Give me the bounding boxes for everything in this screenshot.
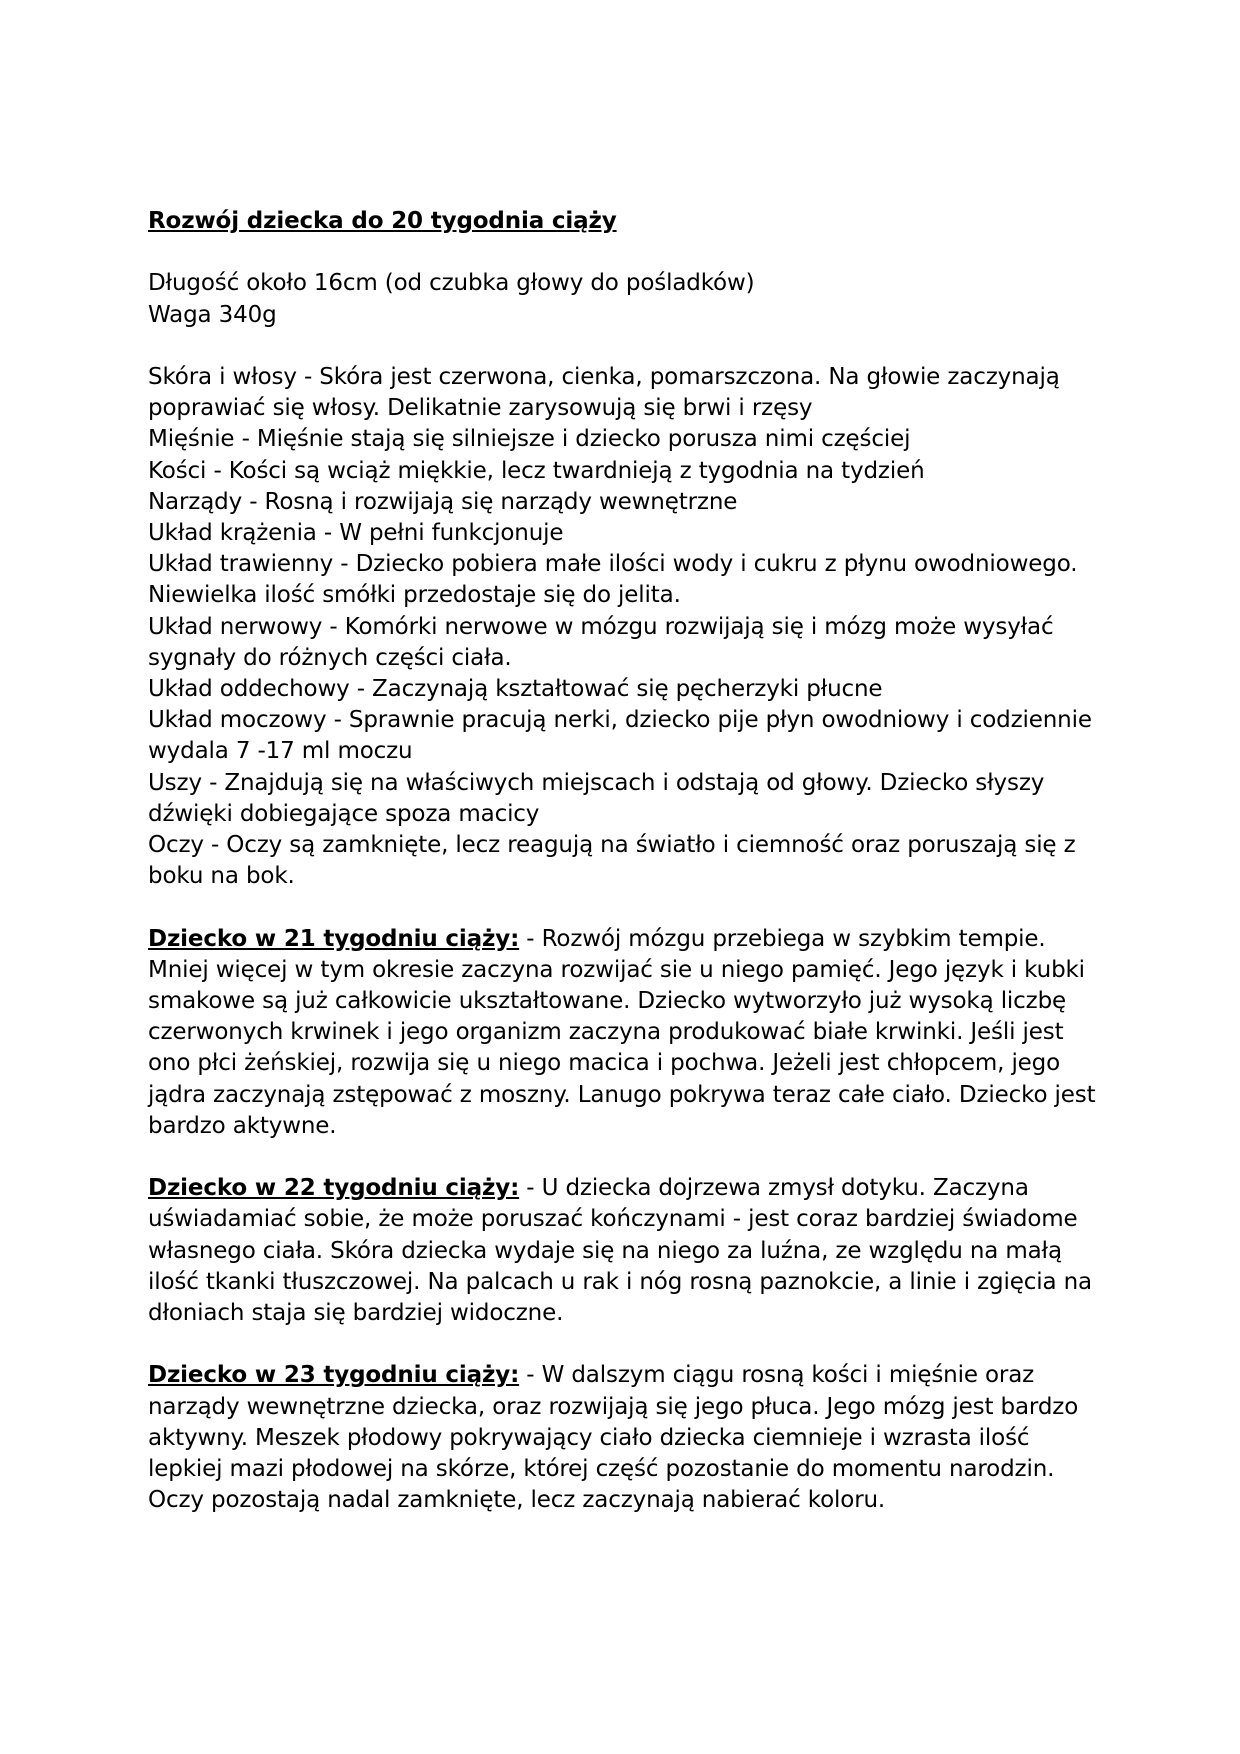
- item-nervous: Układ nerwowy - Komórki nerwowe w mózgu rozwijają się i mózg może wysyłać sygnały do różnych części ciała.: [148, 613, 1054, 671]
- item-organs: Narządy - Rosną i rozwijają się narządy wewnętrzne: [148, 488, 738, 515]
- week-21-text: - Rozwój mózgu przebiega w szybkim tempie. Mniej więcej w tym okresie zaczyna rozwijać sie u niego pamięć. Jego język i kubki smakowe są już całkowicie ukształtowane. Dziecko wytworzyło już wysoką liczbę czerwonych krwinek i jego organizm zaczyna produkować białe krwinki. Jeśli jest ono płci żeńskiej, rozwija się u niego macica i pochwa. Jeżeli jest chłopcem, jego jądra zaczynają zstępować z moszny. Lanugo pokrywa teraz całe ciało. Dziecko jest bardzo aktywne.: [148, 925, 1096, 1139]
- length-line: Długość około 16cm (od czubka głowy do pośladków): [148, 270, 755, 297]
- document-page: [148, 206, 1108, 1516]
- week-21-heading: Dziecko w 21 tygodniu ciąży:: [148, 925, 520, 952]
- document-title: Rozwój dziecka do 20 tygodnia ciąży: [148, 208, 617, 234]
- week-23-paragraph: [148, 1360, 1108, 1516]
- spacer: [148, 237, 1108, 268]
- week-22-text: - U dziecka dojrzewa zmysł dotyku. Zaczyna uświadamiać sobie, że może poruszać kończynami - jest coraz bardziej świadome własnego ciała. Skóra dziecka wydaje się na niego za luźna, ze względu na małą ilość tkanki tłuszczowej. Na palcach u rak i nóg rosną paznokcie, a linie i zgięcia na dłoniach staja się bardziej widoczne.: [148, 1175, 1092, 1327]
- item-respiratory: Układ oddechowy - Zaczynają kształtować się pęcherzyki płucne: [148, 676, 883, 703]
- item-skin-hair: Skóra i włosy - Skóra jest czerwona, cienka, pomarszczona. Na głowie zaczynają poprawiać się włosy. Delikatnie zarysowują się brwi i rzęsy: [148, 363, 1060, 422]
- week-23-heading: Dziecko w 23 tygodniu ciąży:: [148, 1362, 520, 1389]
- spacer: [148, 892, 1108, 923]
- week-23-text: - W dalszym ciągu rosną kości i mięśnie oraz narządy wewnętrzne dziecka, oraz rozwijają się jego płuca. Jego mózg jest bardzo aktywny. Meszek płodowy pokrywający ciało dziecka ciemnieje i wzrasta ilość lepkiej mazi płodowej na skórze, której część pozostanie do momentu narodzin. Oczy pozostają nadal zamknięte, lecz zaczynają nabierać koloru.: [148, 1362, 1079, 1514]
- spacer: [148, 331, 1108, 362]
- item-muscles: Mięśnie - Mięśnie stają się silniejsze i dziecko porusza nimi częściej: [148, 426, 911, 453]
- item-urinary: Układ moczowy - Sprawnie pracują nerki, dziecko pije płyn owodniowy i codziennie wydala 7 -17 ml moczu: [148, 707, 1092, 765]
- spacer: [148, 1329, 1108, 1360]
- weight-line: Waga 340g: [148, 301, 277, 328]
- item-digestive: Układ trawienny - Dziecko pobiera małe ilości wody i cukru z płynu owodniowego. Niewielka ilość smółki przedostaje się do jelita.: [148, 551, 1078, 609]
- item-circulatory: Układ krążenia - W pełni funkcjonuje: [148, 520, 564, 546]
- item-bones: Kości - Kości są wciąż miękkie, lecz twardnieją z tygodnia na tydzień: [148, 457, 925, 484]
- spacer: [148, 1142, 1108, 1173]
- item-eyes: Oczy - Oczy są zamknięte, lecz reagują na światło i ciemność oraz poruszają się z boku na bok.: [148, 832, 1076, 890]
- week-22-heading: Dziecko w 22 tygodniu ciąży:: [148, 1175, 520, 1202]
- week-22-paragraph: [148, 1173, 1108, 1329]
- item-ears: Uszy - Znajdują się na właściwych miejscach i odstają od głowy. Dziecko słyszy dźwięki dobiegające spoza macicy: [148, 769, 1045, 827]
- week-21-paragraph: [148, 924, 1108, 1142]
